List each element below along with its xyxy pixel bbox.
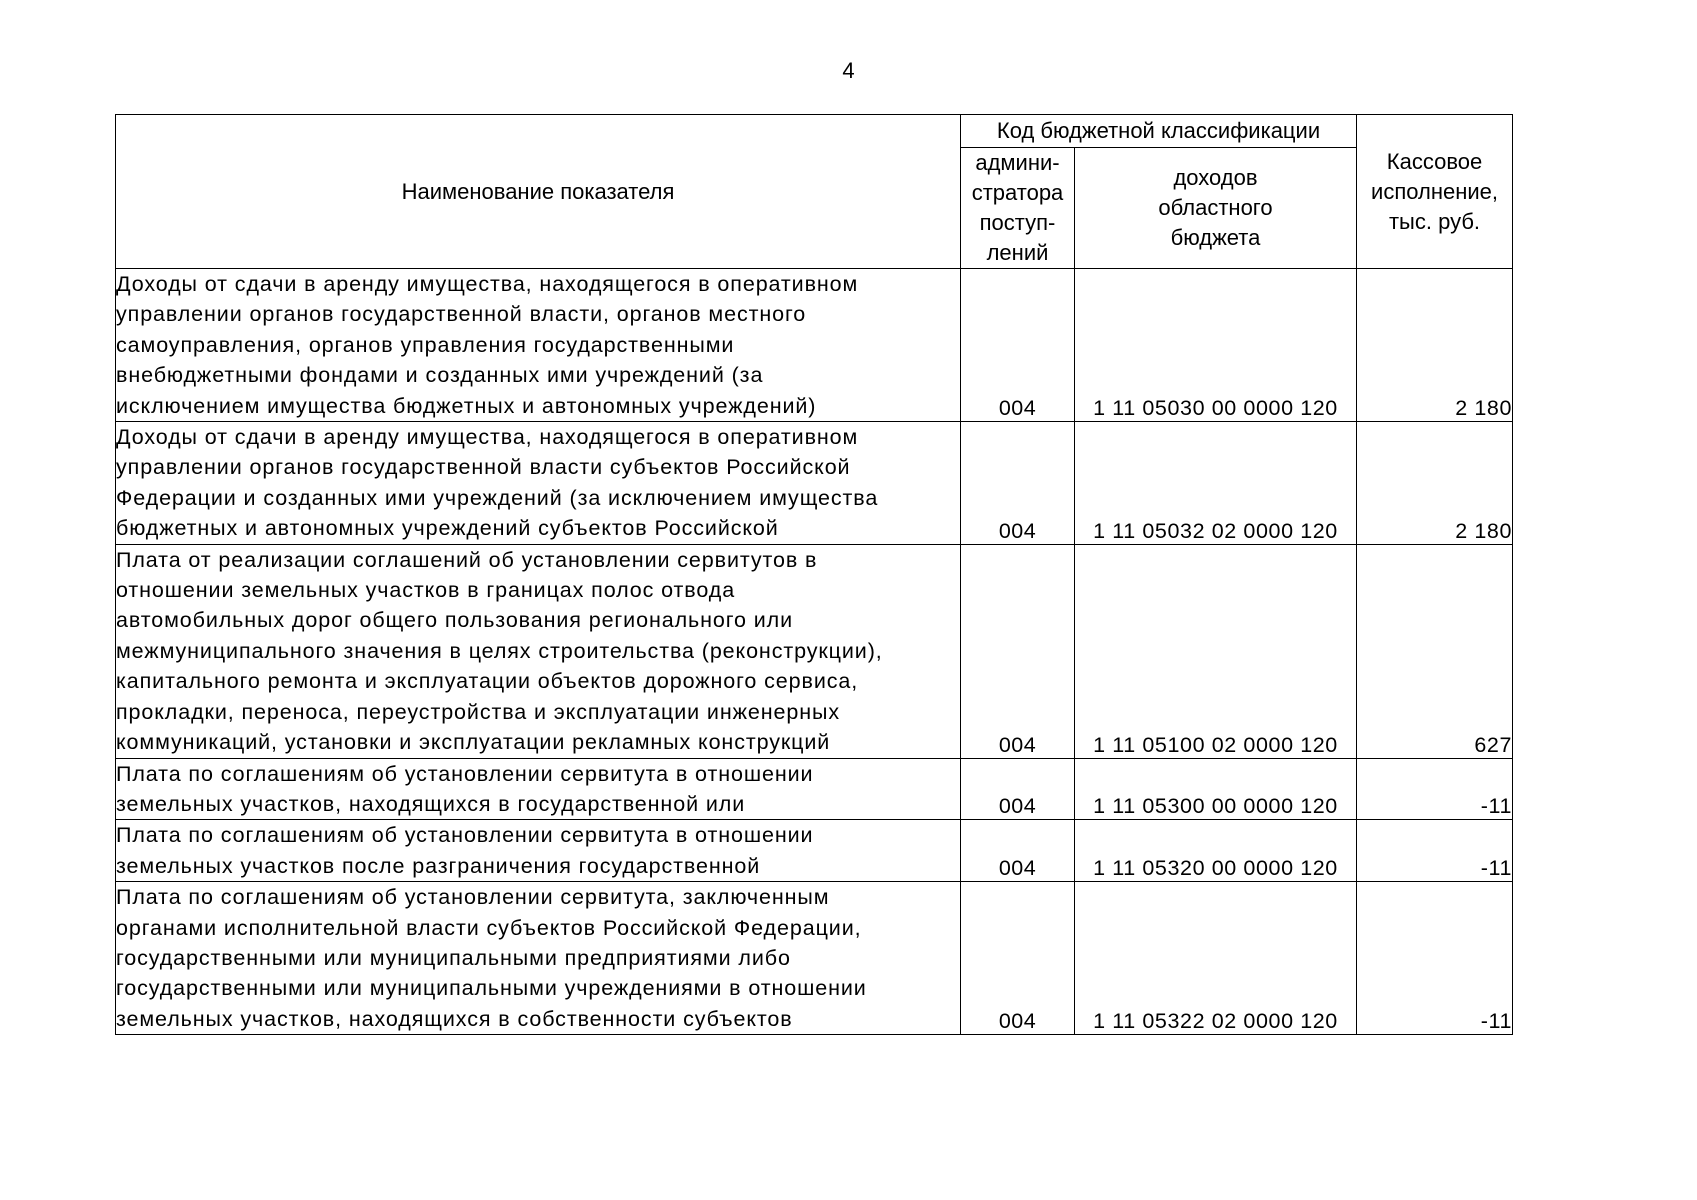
- row-kbk-code: 1 11 05322 02 0000 120: [1075, 882, 1357, 1035]
- row-name: [116, 882, 961, 1035]
- row-name-line: государственными или муниципальными учреждениями в отношении: [116, 976, 867, 1001]
- header-amount-line: Кассовое: [1386, 148, 1483, 174]
- row-name-line: прокладки, переноса, переустройства и эксплуатации инженерных: [116, 699, 841, 724]
- row-name-line: коммуникаций, установки и эксплуатации рекламных конструкций: [116, 730, 831, 755]
- row-name-line: земельных участков, находящихся в государственной или: [116, 791, 746, 816]
- row-name-line: органами исполнительной власти субъектов Российской Федерации,: [116, 915, 862, 940]
- row-name: [116, 758, 961, 820]
- row-amount: 2 180: [1357, 269, 1513, 422]
- header-kbk: [1075, 148, 1357, 269]
- row-amount: -11: [1357, 882, 1513, 1035]
- table-row: [116, 422, 1513, 545]
- header-kbk-line: доходов: [1173, 165, 1258, 190]
- header-kbk-line: бюджета: [1170, 225, 1261, 250]
- header-amount: [1357, 115, 1513, 269]
- row-name-line: исключением имущества бюджетных и автономных учреждений): [116, 393, 817, 418]
- row-name: [116, 422, 961, 545]
- header-admin: [961, 148, 1075, 269]
- row-admin-code: 004: [961, 422, 1075, 545]
- row-admin-code: 004: [961, 544, 1075, 758]
- row-name-line: внебюджетными фондами и созданных ими учреждений (за: [116, 363, 764, 388]
- row-kbk-code: 1 11 05300 00 0000 120: [1075, 758, 1357, 820]
- row-admin-code: 004: [961, 269, 1075, 422]
- row-name-line: земельных участков, находящихся в собственности субъектов: [116, 1006, 793, 1031]
- row-name-line: государственными или муниципальными предприятиями либо: [116, 945, 791, 970]
- table-row: [116, 820, 1513, 882]
- row-name-line: бюджетных и автономных учреждений субъектов Российской: [116, 516, 779, 541]
- budget-table: [115, 114, 1513, 1035]
- row-kbk-code: 1 11 05320 00 0000 120: [1075, 820, 1357, 882]
- row-name-line: управлении органов государственной власти, органов местного: [116, 302, 807, 327]
- row-admin-code: 004: [961, 758, 1075, 820]
- row-name-line: Плата по соглашениям об установлении сервитута, заключенным: [116, 885, 830, 910]
- row-name-line: самоуправления, органов управления государственными: [116, 332, 735, 357]
- table-row: [116, 758, 1513, 820]
- header-kbk-group: Код бюджетной классификации: [961, 115, 1357, 148]
- row-name-line: межмуниципального значения в целях строительства (реконструкции),: [116, 638, 883, 663]
- row-amount: 627: [1357, 544, 1513, 758]
- header-amount-line: исполнение,: [1371, 178, 1498, 204]
- header-admin-line: поступ-: [979, 210, 1056, 235]
- row-name-line: Плата от реализации соглашений об установлении сервитутов в: [116, 547, 818, 572]
- header-admin-line: лений: [986, 240, 1049, 265]
- table-row: [116, 269, 1513, 422]
- row-name-line: Доходы от сдачи в аренду имущества, находящегося в оперативном: [116, 425, 859, 450]
- header-kbk-line: областного: [1158, 195, 1273, 220]
- row-kbk-code: 1 11 05032 02 0000 120: [1075, 422, 1357, 545]
- row-name-line: Плата по соглашениям об установлении сервитута в отношении: [116, 761, 814, 786]
- row-name-line: капитального ремонта и эксплуатации объектов дорожного сервиса,: [116, 669, 859, 694]
- row-name-line: автомобильных дорог общего пользования регионального или: [116, 608, 794, 633]
- header-admin-line: стратора: [971, 180, 1064, 205]
- header-admin-line: админи-: [975, 150, 1060, 175]
- row-kbk-code: 1 11 05030 00 0000 120: [1075, 269, 1357, 422]
- table-header: [116, 115, 1513, 269]
- row-name: [116, 820, 961, 882]
- page-number: 4: [842, 58, 855, 83]
- row-name-line: Плата по соглашениям об установлении сервитута в отношении: [116, 823, 814, 848]
- table-row: [116, 544, 1513, 758]
- header-name: Наименование показателя: [116, 115, 961, 269]
- row-amount: 2 180: [1357, 422, 1513, 545]
- table-row: [116, 882, 1513, 1035]
- header-amount-line: тыс. руб.: [1388, 208, 1481, 234]
- row-amount: -11: [1357, 820, 1513, 882]
- row-name: [116, 269, 961, 422]
- row-name-line: Доходы от сдачи в аренду имущества, находящегося в оперативном: [116, 272, 859, 296]
- row-kbk-code: 1 11 05100 02 0000 120: [1075, 544, 1357, 758]
- row-name-line: Федерации и созданных ими учреждений (за исключением имущества: [116, 485, 879, 510]
- row-name-line: отношении земельных участков в границах полос отвода: [116, 578, 736, 603]
- row-name-line: управлении органов государственной власти субъектов Российской: [116, 455, 851, 480]
- row-name: [116, 544, 961, 758]
- row-amount: -11: [1357, 758, 1513, 820]
- row-admin-code: 004: [961, 820, 1075, 882]
- row-name-line: земельных участков после разграничения государственной: [116, 853, 761, 878]
- row-admin-code: 004: [961, 882, 1075, 1035]
